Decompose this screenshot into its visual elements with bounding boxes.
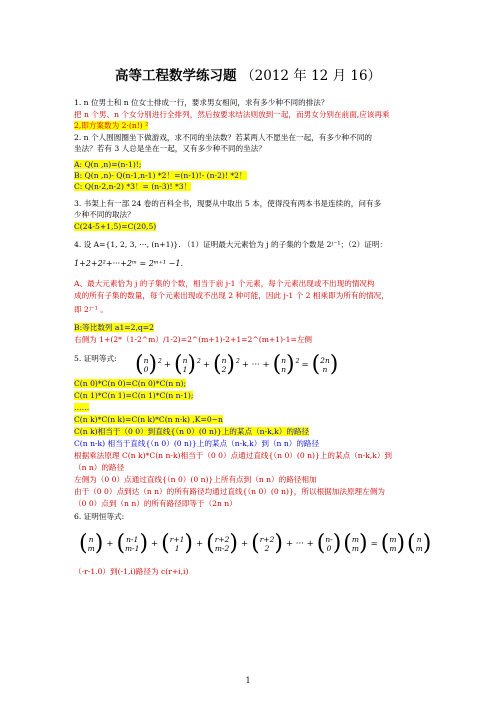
line-text: 把 n 个男、n 个女分别进行全排列，然后按要求结法则放到一起，而男女分别在前面,应该再乘 (74, 110, 390, 119)
binomial-term: ( n 1 ) (173, 352, 197, 377)
line-a5e (74, 427, 309, 437)
line-text: B: Q(n ,n)- Q(n-1,n-1) *2！=(n-1)!- (n-2)! *2！ (74, 171, 247, 180)
line-a4d (74, 323, 154, 333)
binomial-term: ( r+1 1 ) (161, 531, 194, 556)
q6-formula: ( n m ) + ( n-1 m-1 ) + ( r+1 1 ) + ( r+2 m-2 ) + ( r+2 2 ) + ··· + ( n- 0 )( m m ) = ( m m )( n m ) (79, 531, 432, 556)
binomial-rhs: ( 2n n ) (311, 352, 339, 377)
line-a4e (74, 335, 312, 345)
line-a2c (74, 182, 191, 192)
line-a5f (74, 439, 319, 449)
binomial-term: ( n n ) (272, 352, 295, 377)
binomial-term: ( r+2 m-2 ) (206, 531, 238, 556)
title-main: 高等工程数学练习题 (114, 68, 237, 84)
line-text: A: Q(n ,n)=(n-1)!; (74, 160, 142, 169)
binomial-term: ( m m ) (343, 531, 368, 556)
line-a5h (74, 463, 124, 473)
line-text: 5. 证明等式: (74, 354, 117, 363)
line-a4b (74, 291, 389, 301)
binomial-term: ( n 0 ) (135, 352, 158, 377)
line-text: （-r-1.0）到(-1,i)路径为 c(r+i,i) (74, 567, 189, 576)
binomial-term: ( r+2 2 ) (251, 531, 283, 556)
line-text: 右侧为 1+(2*（1-2^m）/1-2)=2^(m+1)-2+1=2^(m+1)-1=左侧 (74, 335, 313, 344)
binomial-term: ( n m ) (407, 531, 432, 556)
line-text: 1+2+2²+···+2ᵐ = 2ᵐ⁺¹ −1. (74, 259, 184, 268)
line-q4 (74, 240, 387, 250)
line-text: C(n 1)*C(n 1)=C(n 1)*C(n n-1); (74, 391, 194, 400)
line-a5b (74, 391, 193, 401)
line-text: 成的所有子集的数量，每个元素出现或不出现 2 种可能，因此 j-1 个 2 相乘即为所有的情况， (74, 291, 389, 300)
line-text: C: Q(n-2,n-2) *3！= (n-3)! *3！ (74, 182, 192, 191)
binomial-term: ( n 2 ) (212, 352, 235, 377)
line-a4c (74, 305, 108, 315)
line-a4a (74, 279, 375, 289)
line-a5i (74, 475, 317, 485)
line-text: C(24-5+1,5)=C(20,5) (74, 222, 157, 231)
line-text: 坐法？若有 3 人总是坐在一起，又有多少种不同的坐法？ (74, 144, 266, 153)
line-q1 (74, 98, 329, 108)
line-q5 (74, 354, 117, 364)
line-text: B:等比数列 a1=2,q=2 (74, 323, 154, 332)
line-text: 根据乘法原理 C(n k)*C(n n-k)相当于（0 0）点通过直线{（n 0）(0 n)}上的某点（n-k,k）到 (74, 451, 393, 460)
line-text: C(n k)相当于（0 0）到直线{（n 0）(0 n)}上的某点（n-k,k）的路径 (74, 427, 310, 436)
page-number: 1 (245, 676, 251, 685)
line-text: 左侧为（0 0）点通过直线{（n 0）(0 n)}上所有点到（n n）的路径相加 (74, 475, 317, 484)
binomial-term: ( n- 0 ) (316, 531, 342, 556)
line-a6 (74, 567, 188, 577)
line-text: 6. 证明恒等式: (74, 512, 125, 521)
binomial-term: ( m m ) (380, 531, 406, 556)
line-text: 即 2ʲ⁻¹ 。 (74, 305, 108, 314)
line-text: C(n k)*C(n k)=C(n k)*C(n n-k) ,K=0~n (74, 415, 223, 424)
line-text: 3. 书架上有一部 24 卷的百科全书，现要从中取出 5 本，使得没有两本书是连续的，问有多 (74, 199, 382, 208)
binomial-term: ( n-1 m-1 ) (116, 531, 149, 556)
line-q2 (74, 133, 372, 143)
line-text: 由于（0 0）点到达（n n）的所有路径均通过直线{（n 0）(0 n)}，所以根据加法原理左侧为 (74, 487, 385, 496)
line-a2a (74, 160, 141, 170)
line-text: （n n）的路径 (74, 463, 125, 472)
line-a5k (74, 499, 237, 509)
line-a5c (74, 403, 89, 413)
line-text: C(n 0)*C(n 0)=C(n 0)*C(n n); (74, 379, 187, 388)
title-date: （2012 年 12 月 16） (241, 68, 382, 84)
line-q4f (74, 259, 183, 269)
line-q1b (74, 121, 148, 131)
q5-formula: ( n 0 )$^2$ + ( n 1 )$^2$ + ( n 2 )$^2$ + ··· + ( n n )$^2$ = ( 2n n ) (135, 352, 339, 377)
line-text: 2. n 个人围圆圈坐下做游戏，求不同的坐法数？若某两人不愿坐在一起，有多少种不同的 (74, 133, 372, 142)
line-text: （0 0）点到（n n）的所有路径即等于（2n n） (74, 499, 237, 508)
line-text: 少种不同的取法？ (74, 210, 135, 219)
line-q3 (74, 199, 381, 209)
page-title (0, 64, 496, 84)
line-a2b (74, 171, 247, 181)
line-a5d (74, 415, 223, 425)
line-text: 2,即方案数为 2·(n!) ² (74, 121, 149, 130)
line-a5j (74, 487, 385, 497)
line-q3b (74, 210, 135, 220)
line-q6 (74, 512, 124, 522)
line-a3 (74, 222, 156, 232)
binomial-term: ( n m ) (79, 531, 104, 556)
line-q1a (74, 110, 390, 120)
line-a5g (74, 451, 392, 461)
line-text: A、最大元素恰为 j 的子集的个数，相当于前 j-1 个元素，每个元素出现或不出现的情况构 (74, 279, 375, 288)
line-text: C(n n-k) 相当于直线{（n 0）(0 n)}上的某点（n-k,k）到（n n）的路径 (74, 439, 320, 448)
line-q2b (74, 144, 266, 154)
line-text: …… (74, 403, 90, 412)
line-a5a (74, 379, 186, 389)
line-text: 4. 设 A={1, 2, 3, ···, (n+1)}. （1）证明最大元素恰为 j 的子集的个数是 2ʲ⁻¹；（2）证明： (74, 240, 388, 249)
line-text: 1. n 位男士和 n 位女士排成一行，要求男女相间，求有多少种不同的排法？ (74, 98, 329, 107)
